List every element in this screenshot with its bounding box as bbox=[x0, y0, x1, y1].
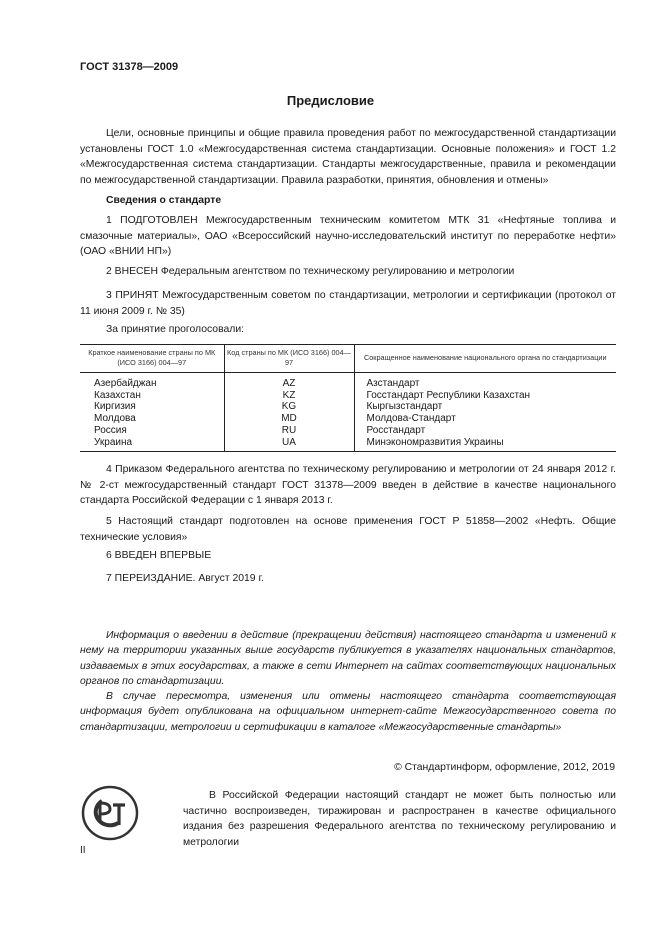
body-cell: Госстандарт Республики Казахстан bbox=[354, 390, 616, 402]
table-row bbox=[80, 425, 616, 437]
item-4 bbox=[80, 462, 616, 509]
country-cell: Россия bbox=[94, 424, 127, 436]
item-5-text: 5 Настоящий стандарт подготовлен на основе применения ГОСТ Р 51858—2002 «Нефть. Общие технические условия» bbox=[80, 516, 616, 543]
item-1-text: 1 ПОДГОТОВЛЕН Межгосударственным техническим комитетом МТК 31 «Нефтяные топлива и смазочные материалы», ОАО «Всероссийский научно-исследовательский институт по переработке нефти» (ОАО «ВНИИ НП») bbox=[80, 215, 616, 258]
document-code: ГОСТ 31378—2009 bbox=[80, 61, 179, 73]
table-row bbox=[80, 390, 616, 402]
body-cell: Минэкономразвития Украины bbox=[354, 437, 616, 452]
code-cell: UA bbox=[224, 437, 354, 452]
country-cell: Киргизия bbox=[94, 401, 136, 413]
table-header-country: Краткое наименование страны по МК (ИСО 3166) 004—97 bbox=[80, 345, 224, 373]
table-header-body: Сокращенное наименование национального органа по стандартизации bbox=[354, 345, 616, 373]
code-cell: KG bbox=[224, 401, 354, 413]
intro-text: Цели, основные принципы и общие правила проведения работ по межгосударственной стандартизации установлены ГОСТ 1.0 «Межгосударственная система стандартизации. Основные положения» и ГОСТ 1.2 «Межгосударственная система стандартизации. Стандарты межгосударственные, правила и рекомендации по межгосударственной стандартизации. Правила разработки, принятия, обновления и отмены» bbox=[80, 128, 616, 186]
notice-paragraph-2 bbox=[80, 689, 616, 735]
table-row bbox=[80, 401, 616, 413]
item-5 bbox=[80, 514, 616, 545]
body-cell: Кыргызстандарт bbox=[354, 401, 616, 413]
code-cell: KZ bbox=[224, 390, 354, 402]
code-cell: MD bbox=[224, 413, 354, 425]
rights-text: В Российской Федерации настоящий стандарт не может быть полностью или частично воспроизведен, тиражирован и распространен в качестве официального издания без разрешения Федерального агентства по техническому регулированию и метрологии bbox=[183, 790, 616, 848]
body-cell: Молдова-Стандарт bbox=[354, 413, 616, 425]
item-7 bbox=[80, 571, 616, 587]
rights-paragraph bbox=[183, 788, 616, 850]
body-cell: Росстандарт bbox=[354, 425, 616, 437]
item-4-text: 4 Приказом Федерального агентства по техническому регулированию и метрологии от 24 января 2012 г. № 2-ст межгосударственный стандарт ГОСТ 31378—2009 введен в действие в качестве национального стандарта Российской Федерации с 1 января 2013 г. bbox=[80, 464, 616, 507]
code-cell: RU bbox=[224, 425, 354, 437]
item-2-text: 2 ВНЕСЕН Федеральным агентством по техническому регулированию и метрологии bbox=[106, 266, 515, 277]
item-6-text: 6 ВВЕДЕН ВПЕРВЫЕ bbox=[106, 550, 212, 561]
table-header-code: Код страны по МК (ИСО 3166) 004—97 bbox=[224, 345, 354, 373]
intro-paragraph bbox=[80, 126, 616, 188]
page-title: Предисловие bbox=[286, 93, 375, 108]
notice-2-text: В случае пересмотра, изменения или отмены настоящего стандарта соответствующая информация будет опубликована на официальном интернет-сайте Межгосударственного совета по стандартизации, метрологии и сертификации в каталоге «Межгосударственные стандарты» bbox=[80, 691, 616, 733]
notice-1-text: Информация о введении в действие (прекращении действия) настоящего стандарта и изменений к нему на территории указанных выше государств публикуется в указателях национальных стандартов, издаваемых в этих государствах, а также в сети Интернет на сайтах соответствующих национальных органов по стандартизации. bbox=[80, 630, 616, 687]
copyright-line: © Стандартинформ, оформление, 2012, 2019 bbox=[394, 762, 615, 773]
country-cell: Молдова bbox=[94, 413, 136, 425]
table-row bbox=[80, 413, 616, 425]
table-header-row bbox=[80, 345, 616, 373]
votes-label: За принятие проголосовали: bbox=[106, 324, 245, 335]
section-title: Сведения о стандарте bbox=[106, 195, 222, 206]
item-1 bbox=[80, 213, 616, 260]
country-cell: Казахстан bbox=[94, 389, 141, 401]
notice-paragraph-1 bbox=[80, 628, 616, 689]
item-3 bbox=[80, 288, 616, 319]
rst-certification-mark-icon bbox=[80, 783, 140, 843]
item-2 bbox=[80, 264, 616, 280]
country-cell: Украина bbox=[80, 437, 224, 452]
country-cell: Азербайджан bbox=[94, 378, 157, 389]
item-3-text: 3 ПРИНЯТ Межгосударственным советом по стандартизации, метрологии и сертификации (протокол от 11 июня 2009 г. № 35) bbox=[80, 290, 616, 317]
code-cell: AZ bbox=[224, 373, 354, 390]
body-cell: Азстандарт bbox=[354, 373, 616, 390]
item-6 bbox=[80, 548, 616, 564]
table-row bbox=[80, 373, 616, 390]
table-row bbox=[80, 437, 616, 452]
item-7-text: 7 ПЕРЕИЗДАНИЕ. Август 2019 г. bbox=[106, 573, 264, 584]
voting-table bbox=[80, 344, 616, 452]
page-number: II bbox=[80, 845, 86, 856]
